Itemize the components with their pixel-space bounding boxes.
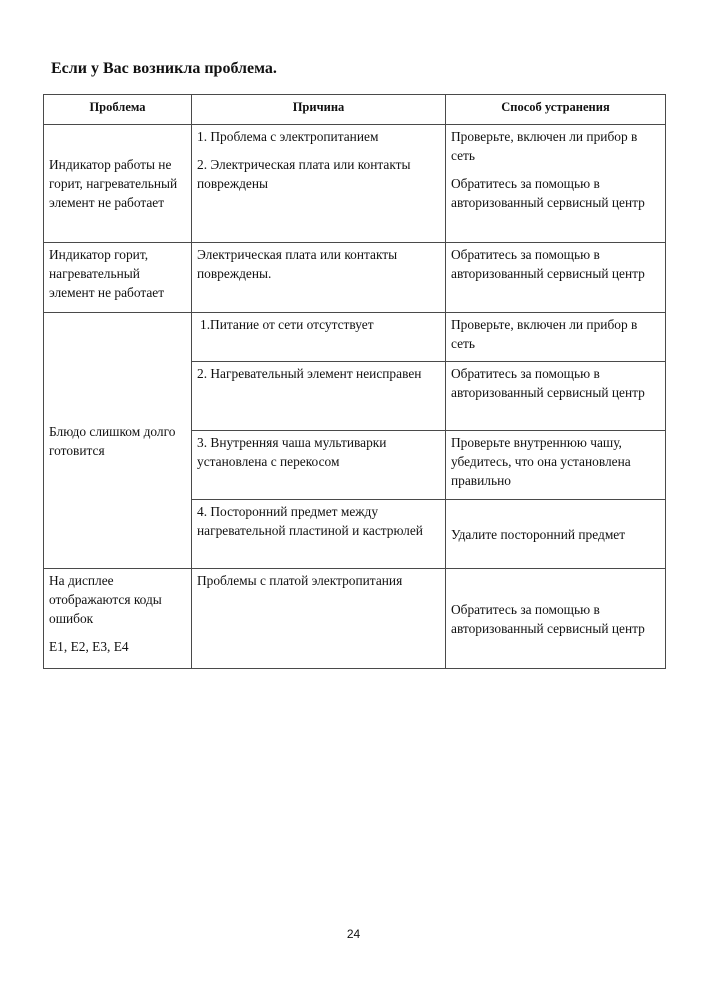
- problem-text: Блюдо слишком долго готовится: [49, 423, 176, 458]
- cause-text: 2. Электрическая плата или контакты повреждены: [197, 157, 411, 191]
- cause-text: 1.Питание от сети отсутствует: [200, 317, 374, 332]
- solution-cell: [446, 431, 666, 500]
- table-row: [44, 125, 666, 243]
- problem-cell: [44, 125, 192, 243]
- cause-text: 1. Проблема с электропитанием: [197, 129, 379, 144]
- solution-text: Удалите посторонний предмет: [451, 526, 626, 542]
- cause-cell: [192, 362, 446, 431]
- page-title: Если у Вас возникла проблема.: [51, 60, 277, 77]
- solution-text: Проверьте, включен ли прибор в сеть: [451, 317, 638, 351]
- cause-text: Проблемы с платой электропитания: [197, 573, 403, 588]
- header-cause: Причина: [192, 95, 446, 125]
- problem-cell: [44, 313, 192, 569]
- solution-cell: [446, 500, 666, 569]
- solution-cell: [446, 243, 666, 313]
- cause-text: Электрическая плата или контакты повреждены.: [197, 247, 398, 281]
- cause-cell: [192, 500, 446, 569]
- solution-text: Обратитесь за помощью в авторизованный сервисный центр: [451, 176, 645, 210]
- problem-text: Индикатор работы не горит, нагревательный элемент не работает: [49, 157, 178, 210]
- error-codes: E1, E2, E3, E4: [49, 639, 129, 654]
- solution-text: Обратитесь за помощью в авторизованный сервисный центр: [451, 366, 645, 400]
- solution-text: Проверьте внутреннюю чашу, убедитесь, что она установлена правильно: [451, 435, 631, 488]
- solution-text: Обратитесь за помощью в авторизованный сервисный центр: [451, 601, 645, 636]
- cause-text: 3. Внутренняя чаша мультиварки установлена с перекосом: [197, 435, 387, 469]
- problem-text: Индикатор горит, нагревательный элемент не работает: [49, 247, 165, 300]
- solution-cell: [446, 125, 666, 243]
- solution-cell: [446, 313, 666, 362]
- solution-cell: [446, 569, 666, 669]
- cause-cell: [192, 125, 446, 243]
- table-row: [44, 569, 666, 669]
- cause-cell: [192, 569, 446, 669]
- problem-text: На дисплее отображаются коды ошибок: [49, 573, 162, 626]
- cause-cell: [192, 243, 446, 313]
- cause-text: 4. Посторонний предмет между нагревательной пластиной и кастрюлей: [197, 504, 423, 538]
- table-header-row: [44, 95, 666, 125]
- solution-text: Проверьте, включен ли прибор в сеть: [451, 129, 638, 163]
- header-solution: Способ устранения: [446, 95, 666, 125]
- cause-cell: [192, 313, 446, 362]
- page-number: 24: [346, 927, 361, 941]
- problem-cell: [44, 243, 192, 313]
- cause-text: 2. Нагревательный элемент неисправен: [197, 366, 422, 381]
- problem-cell: [44, 569, 192, 669]
- solution-cell: [446, 362, 666, 431]
- header-problem: Проблема: [44, 95, 192, 125]
- troubleshooting-table: [43, 94, 666, 669]
- table-row: [44, 313, 666, 362]
- table-row: [44, 243, 666, 313]
- cause-cell: [192, 431, 446, 500]
- solution-text: Обратитесь за помощью в авторизованный сервисный центр: [451, 247, 645, 281]
